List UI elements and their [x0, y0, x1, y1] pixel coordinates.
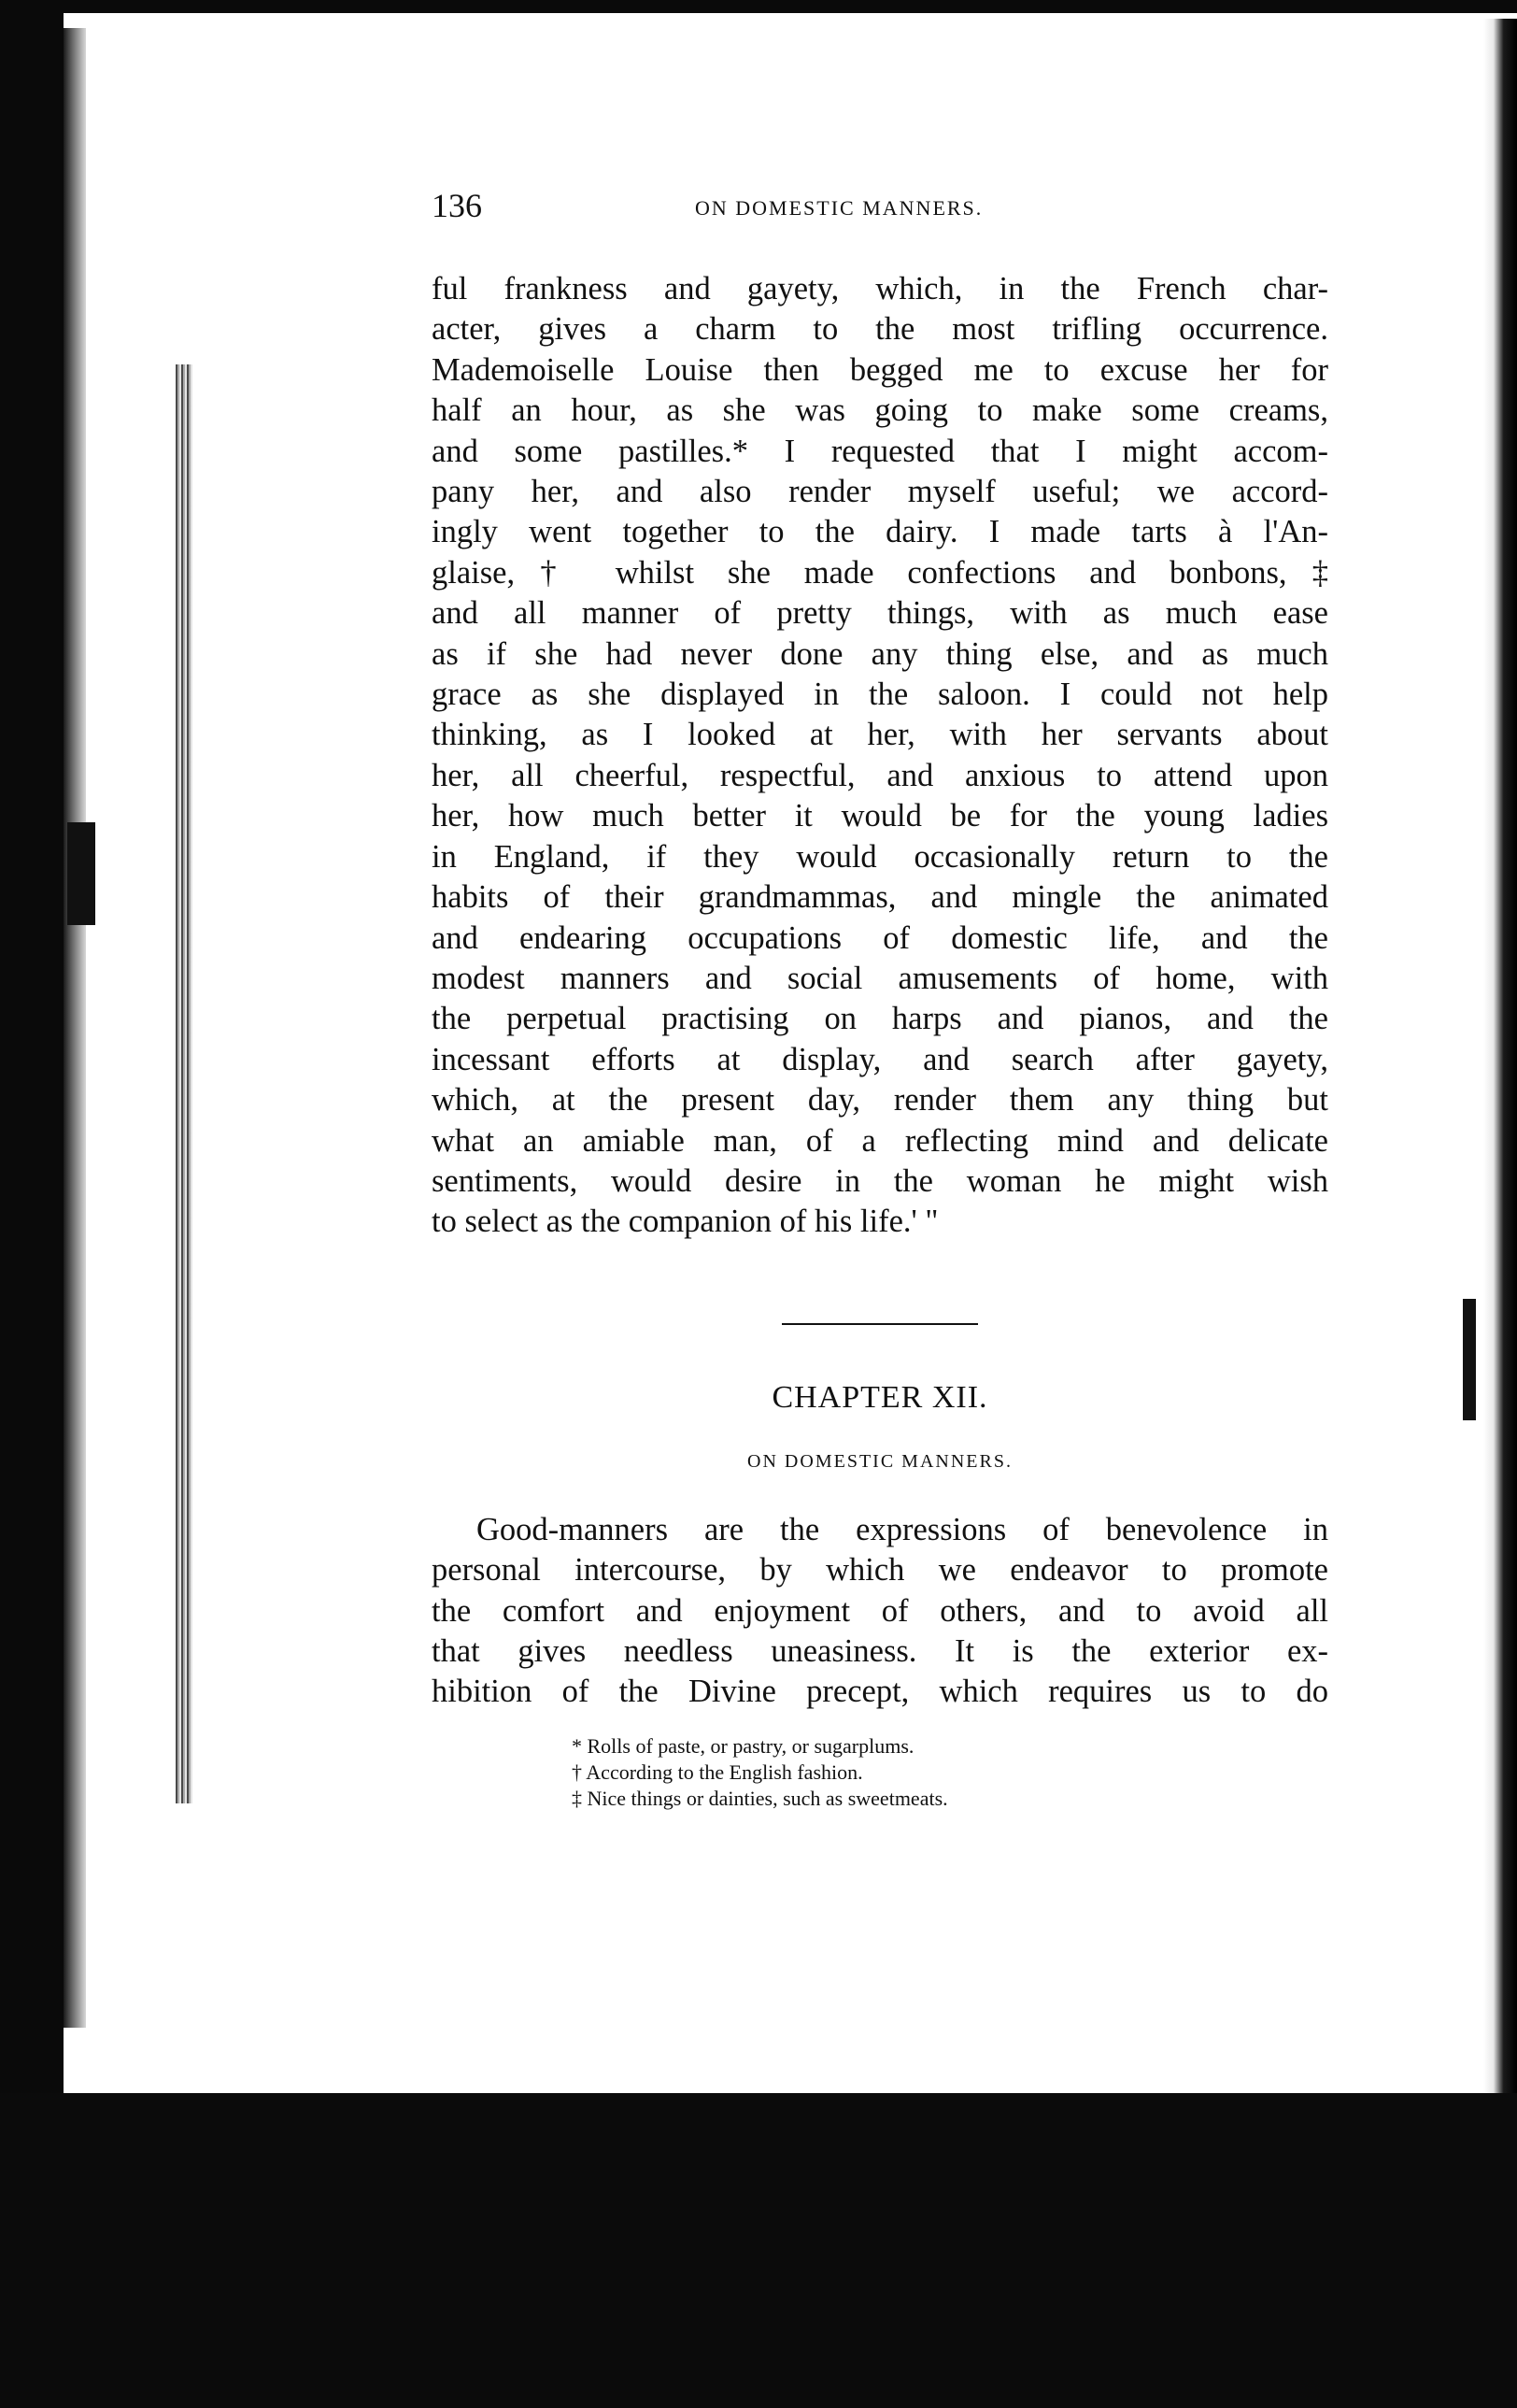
scan-right-mark: [1463, 1299, 1476, 1420]
body-text: [432, 269, 1328, 1243]
body-line-16: habits of their grandmammas, and mingle the animated: [432, 879, 1328, 916]
body-line-20: incessant efforts at display, and search after gayety,: [432, 1041, 1328, 1077]
chapter-line-5: hibition of the Divine precept, which requires us to do: [432, 1674, 1328, 1710]
page-number: 136: [432, 187, 482, 224]
body-line-6: pany her, and also render myself useful; we accord-: [432, 474, 1328, 510]
chapter-line-1: Good-manners are the expressions of benevolence in: [476, 1511, 1328, 1547]
scan-binding-shadow: [0, 0, 64, 2408]
chapter-title: CHAPTER XII.: [772, 1379, 988, 1415]
body-line-9: and all manner of pretty things, with as much ease: [432, 595, 1328, 632]
body-line-15: in England, if they would occasionally return to the: [432, 838, 1328, 875]
footnote-2: † According to the English fashion.: [572, 1760, 863, 1784]
body-line-8: glaise,† whilst she made confections and bonbons,‡: [432, 554, 1328, 591]
chapter-line-4: that gives needless uneasiness. It is the exterior ex-: [432, 1632, 1328, 1669]
body-line-24: to select as the companion of his life.' ": [432, 1204, 939, 1240]
scan-gutter-mark: [67, 822, 95, 925]
chapter-subtitle: ON DOMESTIC MANNERS.: [747, 1450, 1013, 1472]
footnotes: [432, 1733, 1328, 1812]
body-line-23: sentiments, would desire in the woman he might wish: [432, 1162, 1328, 1199]
body-line-5: and some pastilles.* I requested that I might accom-: [432, 433, 1328, 469]
scan-gutter-shadow: [176, 364, 192, 1803]
chapter-line-2: personal intercourse, by which we endeavor to promote: [432, 1552, 1328, 1589]
scan-right-edge: [1483, 19, 1517, 2093]
footnote-3: ‡ Nice things or dainties, such as sweetmeats.: [572, 1786, 948, 1810]
body-line-4: half an hour, as she was going to make some creams,: [432, 392, 1328, 429]
body-line-12: thinking, as I looked at her, with her servants about: [432, 717, 1328, 753]
body-line-13: her, all cheerful, respectful, and anxious to attend upon: [432, 757, 1328, 793]
chapter-line-3: the comfort and enjoyment of others, and to avoid all: [432, 1592, 1328, 1629]
book-page: [432, 187, 1328, 1812]
chapter-text: [432, 1510, 1328, 1713]
body-line-11: grace as she displayed in the saloon. I could not help: [432, 677, 1328, 713]
body-line-22: what an amiable man, of a reflecting mind and delicate: [432, 1122, 1328, 1159]
body-line-21: which, at the present day, render them any thing but: [432, 1082, 1328, 1119]
running-head: ON DOMESTIC MANNERS.: [695, 196, 984, 220]
body-line-14: her, how much better it would be for the young ladies: [432, 798, 1328, 834]
scan-bottom-band: [0, 2093, 1517, 2408]
footnote-1: * Rolls of paste, or pastry, or sugarplums.: [572, 1733, 914, 1758]
body-line-1: ful frankness and gayety, which, in the French char-: [432, 271, 1328, 306]
body-line-2: acter, gives a charm to the most trifling occurrence.: [432, 311, 1328, 348]
body-line-19: the perpetual practising on harps and pianos, and the: [432, 1001, 1328, 1037]
body-line-17: and endearing occupations of domestic life, and the: [432, 919, 1328, 956]
body-line-10: as if she had never done any thing else, and as much: [432, 635, 1328, 672]
scan-top-edge: [0, 0, 1517, 13]
page-header: [432, 187, 1328, 247]
body-line-3: Mademoiselle Louise then begged me to excuse her for: [432, 351, 1328, 388]
section-divider: [782, 1323, 978, 1325]
body-line-18: modest manners and social amusements of home, with: [432, 960, 1328, 996]
scan-binding-gradient: [64, 28, 86, 2028]
body-line-7: ingly went together to the dairy. I made tarts à l'An-: [432, 514, 1328, 550]
